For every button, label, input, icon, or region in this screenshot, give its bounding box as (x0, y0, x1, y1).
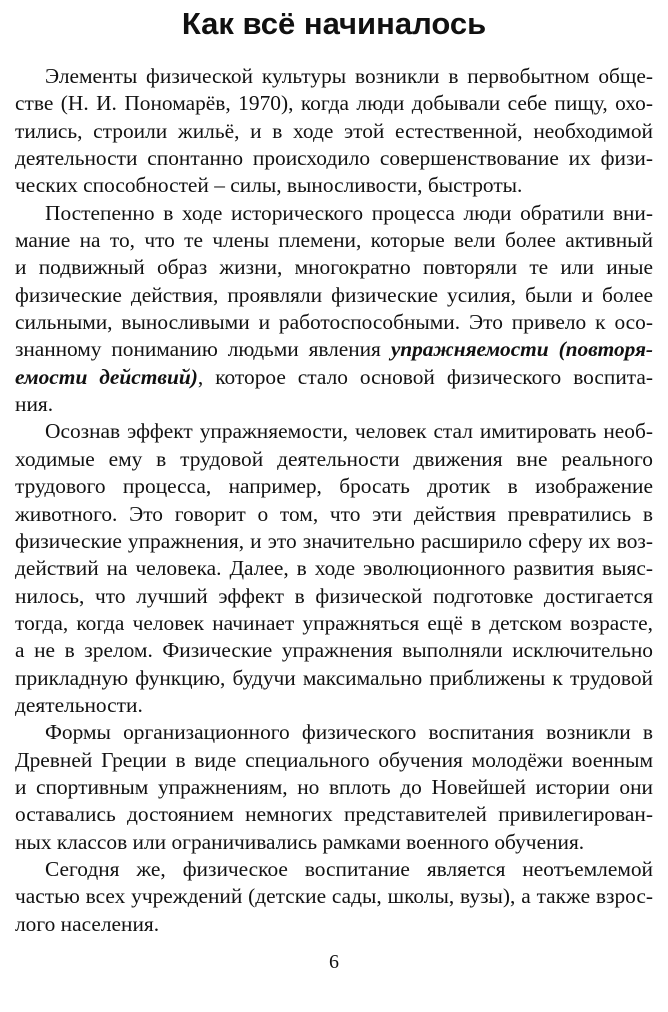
text-line: Формы организационного физического воспитания возникли в (45, 720, 653, 745)
text-line: ческих способностей – силы, выносливости, быстроты. (15, 173, 523, 198)
text-line: ных классов или ограничивались рамками военного обучения. (15, 829, 585, 854)
text-line: Древней Греции в виде специального обучения молодёжи военным (15, 747, 653, 772)
chapter-title: Как всё начиналось (181, 6, 487, 41)
paragraph-1 (15, 63, 653, 200)
text-line: действий на человека. Далее, в ходе эволюционного развития выяс- (15, 556, 653, 581)
text-line: оставались достоянием немногих представителей привилегирован- (15, 802, 653, 827)
text-line: нилось, что лучший эффект в физической подготовке достигается (15, 583, 653, 608)
text-line: физические действия, проявляли физические усилия, были и более (15, 282, 653, 307)
text-line: ния. (15, 392, 54, 417)
emphasized-term: упражняемости (повторя- (390, 337, 653, 362)
text-line: а не в зрелом. Физические упражнения выполняли исключительно (15, 638, 653, 663)
paragraph-2 (15, 200, 653, 419)
text-line: и подвижный образ жизни, многократно повторяли те или иные (15, 255, 653, 280)
text-line: деятельности. (15, 692, 143, 717)
paragraph-3 (15, 418, 653, 719)
text-line: Элементы физической культуры возникли в первобытном обще- (45, 64, 653, 88)
text-line: стве (Н. И. Пономарёв, 1970), когда люди добывали себе пищу, охо- (15, 91, 653, 116)
text-line: Сегодня же, физическое воспитание является неотъемлемой (45, 856, 653, 881)
text-line: ходимые ему в трудовой деятельности движения вне реального (15, 446, 653, 471)
page-number: 6 (329, 951, 339, 973)
emphasized-term: емости действий) (15, 364, 198, 389)
text-fragment: , которое стало основой физического воспита- (197, 364, 653, 389)
paragraph-5 (15, 856, 653, 938)
text-line: и спортивным упражнениям, но вплоть до Новейшей истории они (15, 774, 653, 799)
text-fragment: знанному пониманию людьми явления (15, 337, 391, 362)
text-line: прикладную функцию, будучи максимально приближены к трудовой (15, 665, 653, 690)
text-line: Постепенно в ходе исторического процесса люди обратили вни- (45, 200, 653, 225)
text-line (15, 336, 653, 363)
text-line: тились, строили жильё, и в ходе этой естественной, необходимой (15, 118, 653, 143)
text-line: физические упражнения, и это значительно расширило сферу их воз- (15, 528, 653, 553)
text-line: трудового процесса, например, бросать дротик в изображение (15, 474, 653, 499)
text-line: деятельности спонтанно происходило совершенствование их физи- (15, 146, 653, 171)
text-line: животного. Это говорит о том, что эти действия превратились в (15, 501, 653, 526)
paragraph-4 (15, 719, 653, 856)
text-line: тогда, когда человек начинает упражняться ещё в детском возрасте, (15, 610, 653, 635)
text-line (15, 364, 653, 391)
body-text (15, 63, 653, 938)
text-line: Осознав эффект упражняемости, человек стал имитировать необ- (45, 419, 653, 444)
text-line: лого населения. (15, 911, 160, 936)
text-line: мание на то, что те члены племени, которые вели более активный (15, 228, 653, 253)
text-line: сильными, выносливыми и работоспособными. Это привело к осо- (15, 310, 653, 335)
text-line: частью всех учреждений (детские сады, школы, вузы), а также взрос- (15, 884, 653, 909)
